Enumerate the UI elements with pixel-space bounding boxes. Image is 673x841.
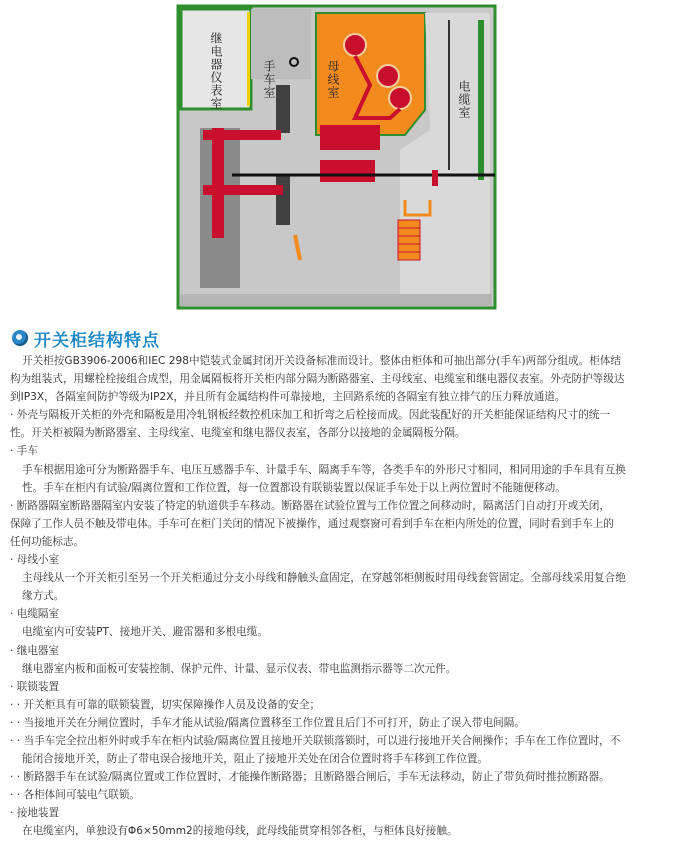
relay-room-door [247,12,250,106]
text-line: 性。开关柜被隔为断路器室、主母线室、电缆室和继电器仪表室，各部分以接地的金属隔板分隔。 [10,427,466,440]
text-line: · 电缆隔室 [10,608,60,621]
text-line: 性。手车在柜内有试验/隔离位置和工作位置，每一位置都设有联锁装置以保证手车处于以上两位置时不能随便移动。 [22,481,566,494]
switchgear-cross-section-diagram [0,0,673,318]
base-plate [180,294,492,306]
busbar-3 [389,87,411,109]
description-body [10,352,666,841]
label-busbar-room: 母线室 [326,60,340,99]
label-cable-room: 电缆室 [457,80,471,119]
text-line: · · 断路器手车在试验/隔离位置或工作位置时，才能操作断路器；且断路器合闸后，手车无法移动，防止了带负荷时推拉断路器。 [10,771,610,784]
text-line: · 手车 [10,445,38,458]
text-line: · · 各柜体间可装电气联锁。 [10,789,141,802]
text-line: 电缆室内可安装PT、接地开关、避雷器和多根电缆。 [22,626,268,639]
switchgear-diagram-svg [0,0,673,318]
text-line: 保障了工作人员不触及带电体。手车可在柜门关闭的情况下被操作，通过观察窗可看到手车在柜内所处的位置，同时看到手车上的 [10,517,614,530]
text-line: 构为组装式，用螺栓栓接组合成型，用金属隔板将开关柜内部分隔为断路器室、主母线室、电缆室和继电器仪表室。外壳防护等级达 [10,373,625,386]
text-line: · 接地装置 [10,807,60,820]
text-line: 手车根据用途可分为断路器手车、电压互感器手车、计量手车、隔离手车等，各类手车的外形尺寸相同，相同用途的手车具有互换 [22,463,626,476]
heading-bullet-icon [12,330,28,346]
text-line: 任何功能标志。 [10,535,85,548]
trolley-rail-upper [276,85,290,133]
text-line: 到IP3X，各隔室间防护等级为IP2X，并且所有金属结构件可靠接地，主回路系统的各隔室有独立排气的压力释放通道。 [10,391,566,404]
earthing-switch-handle [432,170,438,186]
breaker-pole [212,128,224,238]
text-line: · 母线小室 [10,554,60,567]
text-line: 主母线从一个开关柜引至另一个开关柜通过分支小母线和静触头盒固定，在穿越邻柜侧板时用母线套管固定。全部母线采用复合绝 [22,572,626,585]
text-line: 开关柜按GB3906-2006和IEC 298中铠装式金属封闭开关设备标准而设计。整体由柜体和可抽出部分(手车)两部分组成。柜体结 [22,355,622,367]
text-line: · · 当手车完全拉出柜外时或手车在柜内试验/隔离位置且接地开关联锁落锁时，可以进行接地开关合闸操作；手车在工作位置时，不 [10,734,621,747]
text-line: · 断路器隔室断路器隔室内安装了特定的轨道供手车移动。断路器在试验位置与工作位置之间移动时，隔离活门自动打开或关闭， [10,499,610,512]
cable-room-divider [448,20,450,170]
static-contact-upper [320,125,380,150]
text-line: 缘方式。 [22,590,65,603]
busbar-1 [344,34,366,56]
trolley-room [251,9,311,79]
trolley-rail-lower [276,175,290,225]
text-line: 在电缆室内，单独设有Φ6×50mm2的接地母线，此母线能贯穿相邻各柜，与柜体良好接触。 [22,825,458,838]
text-line: · · 开关柜具有可靠的联锁装置，切实保障操作人员及设备的安全； [10,698,321,711]
static-contact-lower [320,160,375,182]
text-line: 能闭合接地开关，防止了带电误合接地开关，阻止了接地开关处在闭合位置时将手车移到工作位置。 [22,753,489,766]
text-line: · 继电器室 [10,644,60,657]
label-relay-room: 继电器仪表室 [209,32,223,110]
busbar-2 [377,65,399,87]
section-heading [12,326,160,350]
cable-room-right-wall [478,20,484,180]
section-title: 开关柜结构特点 [34,330,160,351]
text-line: · 联锁装置 [10,680,60,693]
text-line: · · 当接地开关在分闸位置时，手车才能从试验/隔离位置移至工作位置且后门不可打开，防止了误入带电间隔。 [10,716,525,729]
text-line: · 外壳与隔板开关柜的外壳和隔板是用冷轧钢板经数控机床加工和折弯之后栓接而成。因此装配好的开关柜能保证结构尺寸的统一 [10,409,610,422]
text-line: 继电器室内板和面板可安装控制、保护元件、计量、显示仪表、带电监测指示器等二次元件。 [22,662,457,675]
current-transformer [398,220,420,260]
label-trolley-room: 手车室 [262,60,276,99]
